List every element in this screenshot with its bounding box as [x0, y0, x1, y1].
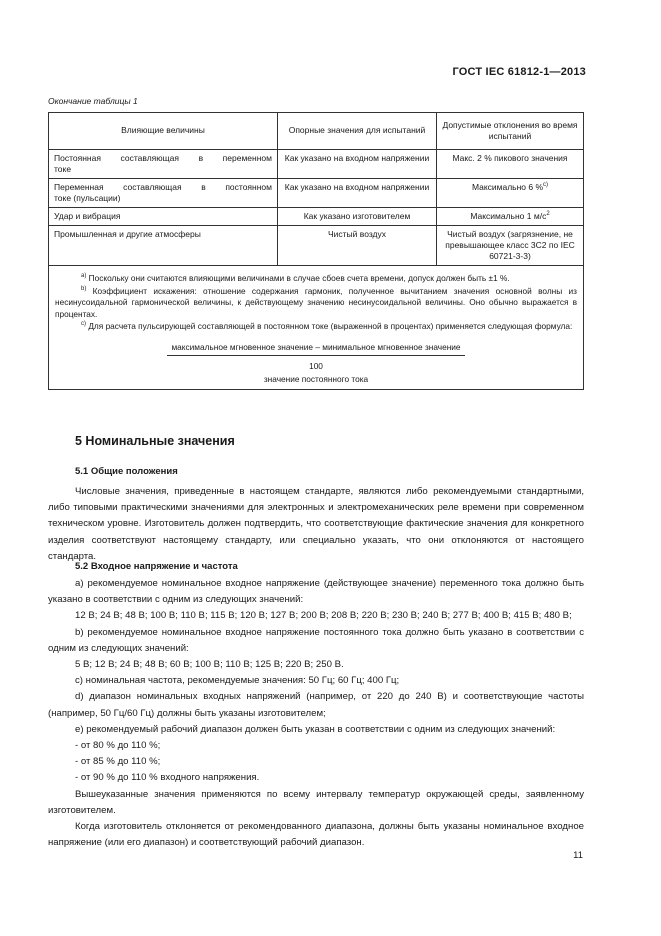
note-a-text: Поскольку они считаются влияющими величинами в случае сбоев счета времени, допуск должен быть ±1 %.	[88, 273, 510, 284]
paragraph-a: а) рекомендуемое номинальное входное напряжение (действующее значение) переменного тока должно быть указано в соответствии с одним из следующих значений:	[48, 578, 584, 606]
formula-denominator: значение постоянного тока	[263, 373, 369, 384]
subsection-5-1-body	[48, 484, 584, 565]
row-deviation: Чистый воздух (загрязнение, не превышающее класс 3С2 по IEC 60721-3-3)	[437, 226, 584, 266]
column-header-factor: Влияющие величины	[49, 113, 278, 150]
note-a-mark: а)	[81, 273, 87, 280]
table-notes	[49, 266, 584, 390]
ac-voltage-values: 12 В; 24 В; 48 В; 100 В; 110 В; 115 В; 120 В; 127 В; 200 В; 208 В; 220 В; 230 В; 240 В; 277 В; 400 В; 415 В; 480 В;	[75, 610, 572, 622]
page-number: 11	[573, 850, 583, 861]
note-a	[55, 272, 577, 284]
range-item: - от 85 % до 110 %;	[75, 756, 161, 768]
row-factor-line: токе	[54, 164, 72, 175]
influence-table	[48, 112, 584, 390]
column-header-reference: Опорные значения для испытаний	[278, 113, 437, 150]
table-row	[49, 150, 584, 179]
column-header-deviation: Допустимые отклонения во время испытаний	[437, 113, 584, 150]
paragraph: Числовые значения, приведенные в настоящем стандарте, являются либо рекомендуемыми стандартными, либо типовыми практическими значениями для электронных и электромеханических реле времени при современном техническом уровне. Изготовитель должен подтвердить, что соответствующие фактические значения для конкретного изделия соответствуют настоящему стандарту, или специально указать, что они отклоняются от настоящего стандарта.	[48, 486, 584, 562]
subsection-5-2-body	[48, 576, 584, 851]
row-deviation: Макс. 2 % пикового значения	[437, 150, 584, 179]
table-row	[49, 179, 584, 208]
note-c-text: Для расчета пульсирующей составляющей в постоянном токе (выраженной в процентах) применяется следующая формула:	[88, 321, 573, 332]
formula-numerator: максимальное мгновенное значение – минимальное мгновенное значение	[167, 341, 464, 356]
row-factor: Удар и вибрация	[49, 208, 278, 226]
paragraph-e: е) рекомендуемый рабочий диапазон должен быть указан в соответствии с одним из следующих значений:	[75, 723, 556, 735]
row-reference: Чистый воздух	[278, 226, 437, 266]
paragraph-b: b) рекомендуемое номинальное входное напряжение постоянного тока должно быть указано в соответствии с одним из следующих значений:	[48, 626, 584, 654]
note-b-mark: b)	[81, 285, 87, 292]
note-c	[55, 320, 577, 332]
table-row	[49, 226, 584, 266]
note-c-mark: с)	[81, 321, 86, 328]
row-deviation	[437, 179, 584, 208]
row-reference: Как указано изготовителем	[278, 208, 437, 226]
row-factor-line: Постоянная составляющая в переменном	[54, 153, 272, 163]
dc-voltage-values: 5 В; 12 В; 24 В; 48 В; 60 В; 100 В; 110 В; 125 В; 220 В; 250 В.	[75, 659, 344, 671]
table-caption: Окончание таблицы 1	[48, 96, 138, 106]
row-factor-line: токе (пульсации)	[54, 193, 121, 204]
ripple-formula	[55, 341, 577, 385]
note-b-text: Коэффициент искажения: отношение содержания гармоник, полученное вычитанием значения основной волны из несинусоидальной гармонической величины, к действующему значению несинусоидальной величины. Оно обычно выражается в процентах.	[55, 285, 577, 319]
table-notes-row	[49, 266, 584, 390]
paragraph-c: с) номинальная частота, рекомендуемые значения: 50 Гц; 60 Гц; 400 Гц;	[75, 675, 400, 687]
row-factor	[49, 150, 278, 179]
unit-exponent: 2	[546, 211, 550, 218]
row-reference: Как указано на входном напряжении	[278, 179, 437, 208]
paragraph-last: Когда изготовитель отклоняется от рекомендованного диапазона, должны быть указаны номинальное входное напряжение (или его диапазон) и соответствующий рабочий диапазон.	[48, 821, 584, 849]
row-deviation-text: Максимально 1 м/с	[470, 211, 547, 222]
document-header: ГОСТ IEC 61812-1—2013	[452, 66, 586, 78]
subsection-title-5-2: 5.2 Входное напряжение и частота	[75, 561, 238, 572]
row-factor	[49, 179, 278, 208]
row-factor-line: Переменная составляющая в постоянном	[54, 182, 272, 193]
paragraph-after: Вышеуказанные значения применяются по всему интервалу температур окружающей среды, заявленному изготовителем.	[48, 788, 584, 816]
paragraph-d: d) диапазон номинальных входных напряжений (например, от 220 до 240 В) и соответствующие частоты (например, 50 Гц/60 Гц) должны быть указаны изготовителем;	[48, 691, 584, 719]
range-item: - от 80 % до 110 %;	[75, 740, 161, 752]
row-deviation	[437, 208, 584, 226]
formula-factor: 100	[309, 361, 323, 372]
row-reference: Как указано на входном напряжении	[278, 150, 437, 179]
range-item: - от 90 % до 110 % входного напряжения.	[75, 772, 260, 784]
table-row	[49, 208, 584, 226]
footnote-ref-c: с)	[543, 182, 549, 189]
subsection-title-5-1: 5.1 Общие положения	[75, 466, 178, 477]
row-factor: Промышленная и другие атмосферы	[49, 226, 278, 266]
table-header-row	[49, 113, 584, 150]
section-title: 5 Номинальные значения	[75, 434, 235, 448]
note-b	[55, 285, 577, 321]
row-deviation-text: Максимально 6 %	[471, 182, 544, 193]
